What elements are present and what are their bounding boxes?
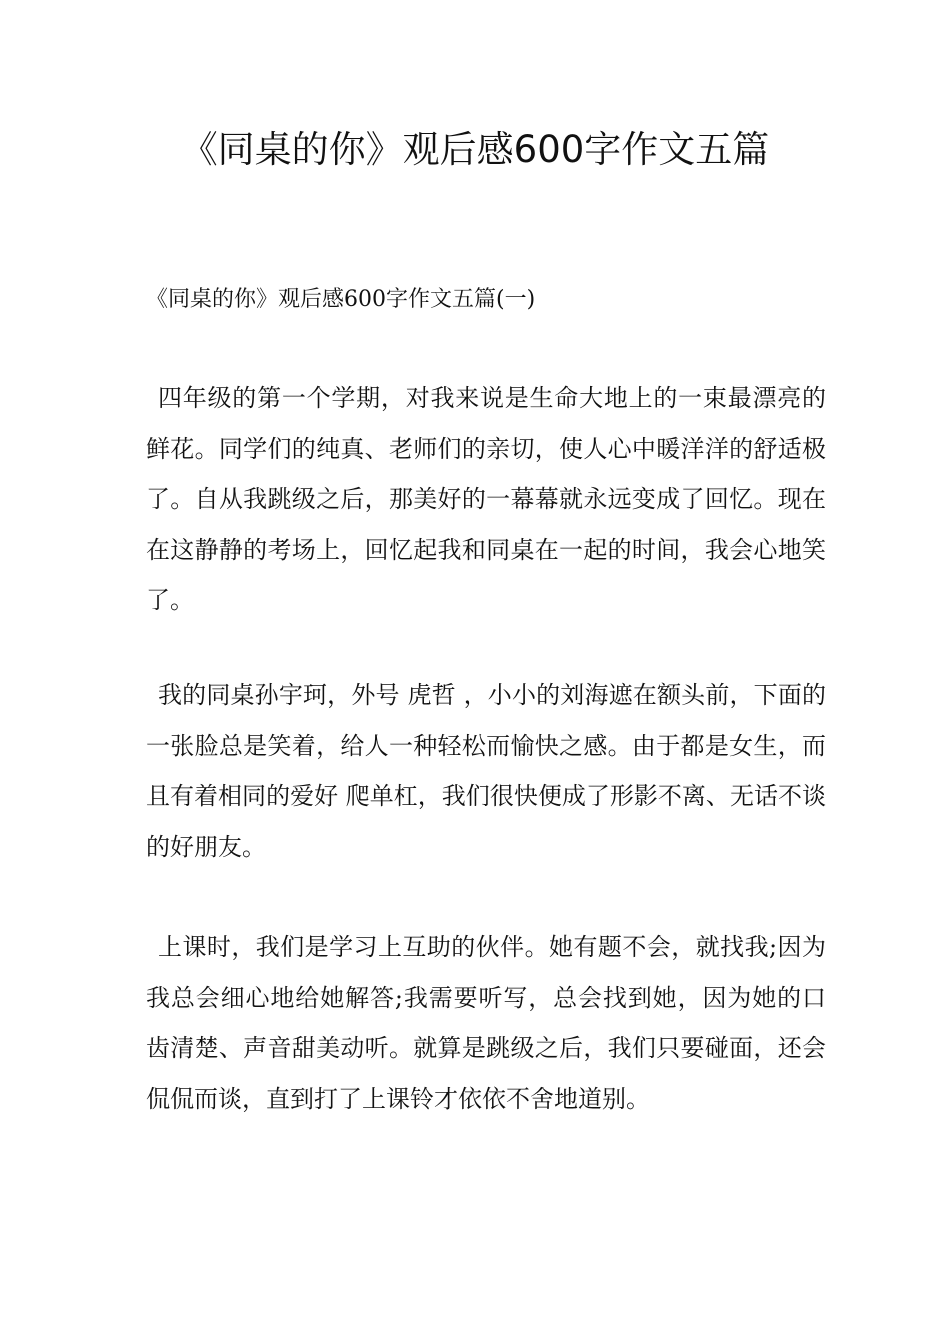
- section-heading: 《同桌的你》观后感600字作文五篇(一): [146, 287, 536, 312]
- paragraph-2: 我的同桌孙宇珂，外号 虎哲 ，小小的刘海遮在额头前，下面的一张脸总是笑着，给人一种轻松而愉快之感。由于都是女生，而且有着相同的爱好 爬单杠，我们很快便成了形影不离、无话不谈的好朋友。: [146, 681, 826, 861]
- document-title: 《同桌的你》观后感600字作文五篇: [180, 128, 770, 171]
- paragraph-1: 四年级的第一个学期，对我来说是生命大地上的一束最漂亮的鲜花。同学们的纯真、老师们的亲切，使人心中暖洋洋的舒适极了。自从我跳级之后，那美好的一幕幕就永远变成了回忆。现在在这静静的考场上，回忆起我和同桌在一起的时间，我会心地笑了。: [146, 384, 826, 614]
- paragraph-3: 上课时，我们是学习上互助的伙伴。她有题不会，就找我;因为我总会细心地给她解答;我需要听写，总会找到她，因为她的口齿清楚、声音甜美动听。就算是跳级之后，我们只要碰面，还会侃侃而谈，直到打了上课铃才依依不舍地道别。: [146, 933, 826, 1113]
